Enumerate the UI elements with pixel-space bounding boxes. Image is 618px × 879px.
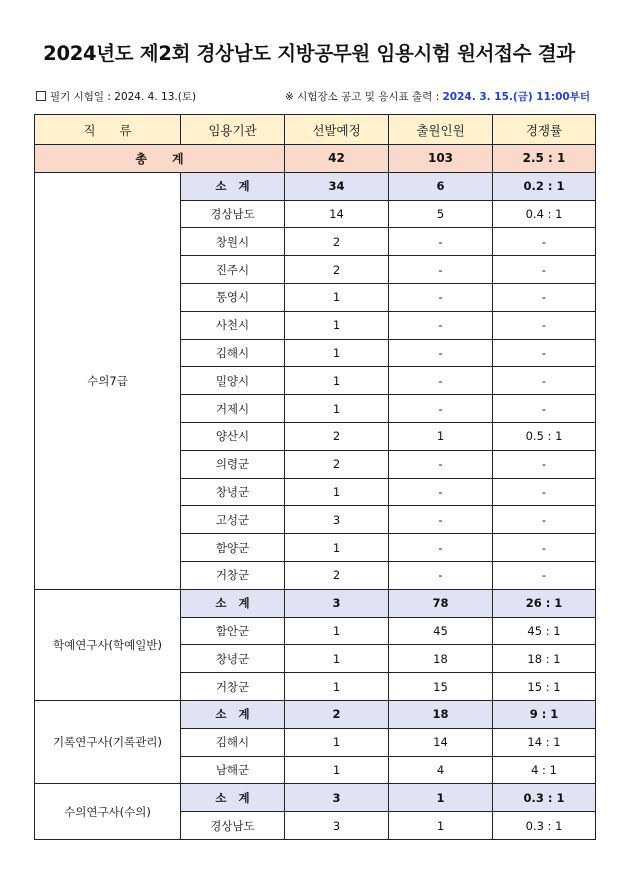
cell-agency: 진주시 bbox=[181, 256, 285, 284]
cell-applicants: - bbox=[389, 256, 493, 284]
notice-date: 2024. 3. 15.(금) 11:00부터 bbox=[442, 91, 590, 103]
cell-applicants: 4 bbox=[389, 756, 493, 784]
cell-ratio: - bbox=[493, 283, 596, 311]
cell-planned: 2 bbox=[285, 228, 389, 256]
header-applicants: 출원인원 bbox=[389, 115, 493, 145]
subtotal-planned: 3 bbox=[285, 589, 389, 617]
cell-planned: 2 bbox=[285, 256, 389, 284]
category-cell: 학예연구사(학예일반) bbox=[35, 589, 181, 700]
table-body bbox=[35, 145, 596, 840]
checkbox-square-icon bbox=[36, 91, 46, 101]
cell-ratio: - bbox=[493, 311, 596, 339]
cell-ratio: 14 : 1 bbox=[493, 728, 596, 756]
subtotal-ratio: 9 : 1 bbox=[493, 700, 596, 728]
header-ratio: 경쟁률 bbox=[493, 115, 596, 145]
cell-agency: 함안군 bbox=[181, 617, 285, 645]
cell-agency: 거창군 bbox=[181, 673, 285, 701]
subtotal-row bbox=[35, 172, 596, 200]
document-title: 2024년도 제2회 경상남도 지방공무원 임용시험 원서접수 결과 bbox=[43, 42, 575, 65]
cell-agency: 창녕군 bbox=[181, 478, 285, 506]
cell-agency: 거창군 bbox=[181, 561, 285, 589]
cell-agency: 통영시 bbox=[181, 283, 285, 311]
cell-applicants: 18 bbox=[389, 645, 493, 673]
cell-applicants: - bbox=[389, 450, 493, 478]
cell-planned: 2 bbox=[285, 450, 389, 478]
total-applicants: 103 bbox=[389, 145, 493, 173]
cell-ratio: 15 : 1 bbox=[493, 673, 596, 701]
cell-ratio: - bbox=[493, 367, 596, 395]
cell-planned: 3 bbox=[285, 506, 389, 534]
header-category: 직 류 bbox=[35, 115, 181, 145]
cell-agency: 김해시 bbox=[181, 339, 285, 367]
total-ratio: 2.5 : 1 bbox=[493, 145, 596, 173]
subtotal-label: 소 계 bbox=[181, 700, 285, 728]
cell-applicants: - bbox=[389, 228, 493, 256]
cell-agency: 함양군 bbox=[181, 534, 285, 562]
cell-ratio: - bbox=[493, 506, 596, 534]
header-row bbox=[35, 115, 596, 145]
cell-agency: 밀양시 bbox=[181, 367, 285, 395]
cell-planned: 1 bbox=[285, 756, 389, 784]
subtotal-row bbox=[35, 589, 596, 617]
subtotal-applicants: 78 bbox=[389, 589, 493, 617]
cell-ratio: - bbox=[493, 534, 596, 562]
cell-planned: 1 bbox=[285, 478, 389, 506]
category-cell: 기록연구사(기록관리) bbox=[35, 700, 181, 783]
cell-applicants: 1 bbox=[389, 422, 493, 450]
cell-applicants: - bbox=[389, 561, 493, 589]
cell-planned: 1 bbox=[285, 534, 389, 562]
subtotal-label: 소 계 bbox=[181, 784, 285, 812]
total-planned: 42 bbox=[285, 145, 389, 173]
subtotal-ratio: 0.2 : 1 bbox=[493, 172, 596, 200]
cell-applicants: 45 bbox=[389, 617, 493, 645]
header-planned: 선발예정 bbox=[285, 115, 389, 145]
cell-planned: 1 bbox=[285, 673, 389, 701]
cell-ratio: - bbox=[493, 228, 596, 256]
cell-applicants: - bbox=[389, 339, 493, 367]
cell-agency: 김해시 bbox=[181, 728, 285, 756]
subtotal-row bbox=[35, 700, 596, 728]
subtotal-ratio: 26 : 1 bbox=[493, 589, 596, 617]
subtotal-label: 소 계 bbox=[181, 172, 285, 200]
cell-applicants: - bbox=[389, 395, 493, 423]
notice-prefix: ※ 시험장소 공고 및 응시표 출력 : bbox=[285, 91, 443, 103]
exam-date-line bbox=[36, 89, 196, 104]
cell-ratio: - bbox=[493, 395, 596, 423]
cell-ratio: - bbox=[493, 561, 596, 589]
cell-agency: 남해군 bbox=[181, 756, 285, 784]
notice-line bbox=[285, 89, 590, 104]
cell-applicants: 14 bbox=[389, 728, 493, 756]
cell-applicants: - bbox=[389, 283, 493, 311]
header-agency: 임용기관 bbox=[181, 115, 285, 145]
cell-applicants: - bbox=[389, 506, 493, 534]
cell-agency: 사천시 bbox=[181, 311, 285, 339]
cell-ratio: 0.5 : 1 bbox=[493, 422, 596, 450]
cell-planned: 1 bbox=[285, 395, 389, 423]
cell-agency: 경상남도 bbox=[181, 200, 285, 228]
cell-agency: 고성군 bbox=[181, 506, 285, 534]
total-label: 총 계 bbox=[35, 145, 285, 173]
cell-applicants: - bbox=[389, 478, 493, 506]
cell-planned: 1 bbox=[285, 339, 389, 367]
subtotal-applicants: 18 bbox=[389, 700, 493, 728]
cell-planned: 2 bbox=[285, 561, 389, 589]
subtotal-planned: 2 bbox=[285, 700, 389, 728]
cell-applicants: 5 bbox=[389, 200, 493, 228]
cell-agency: 양산시 bbox=[181, 422, 285, 450]
cell-applicants: - bbox=[389, 311, 493, 339]
cell-applicants: 15 bbox=[389, 673, 493, 701]
cell-ratio: - bbox=[493, 256, 596, 284]
subtotal-applicants: 6 bbox=[389, 172, 493, 200]
cell-planned: 14 bbox=[285, 200, 389, 228]
cell-ratio: - bbox=[493, 450, 596, 478]
subtotal-planned: 34 bbox=[285, 172, 389, 200]
cell-planned: 1 bbox=[285, 645, 389, 673]
cell-planned: 2 bbox=[285, 422, 389, 450]
cell-applicants: - bbox=[389, 534, 493, 562]
subtotal-planned: 3 bbox=[285, 784, 389, 812]
cell-ratio: 0.3 : 1 bbox=[493, 812, 596, 840]
total-row bbox=[35, 145, 596, 173]
cell-planned: 1 bbox=[285, 367, 389, 395]
cell-ratio: 45 : 1 bbox=[493, 617, 596, 645]
cell-ratio: - bbox=[493, 478, 596, 506]
subtotal-label: 소 계 bbox=[181, 589, 285, 617]
exam-date: 필기 시험일 : 2024. 4. 13.(토) bbox=[50, 91, 197, 103]
subtotal-row bbox=[35, 784, 596, 812]
cell-ratio: 18 : 1 bbox=[493, 645, 596, 673]
cell-ratio: 0.4 : 1 bbox=[493, 200, 596, 228]
cell-agency: 창녕군 bbox=[181, 645, 285, 673]
subtotal-ratio: 0.3 : 1 bbox=[493, 784, 596, 812]
cell-ratio: 4 : 1 bbox=[493, 756, 596, 784]
cell-agency: 거제시 bbox=[181, 395, 285, 423]
cell-planned: 1 bbox=[285, 617, 389, 645]
cell-agency: 의령군 bbox=[181, 450, 285, 478]
cell-agency: 창원시 bbox=[181, 228, 285, 256]
cell-applicants: 1 bbox=[389, 812, 493, 840]
cell-planned: 3 bbox=[285, 812, 389, 840]
category-cell: 수의7급 bbox=[35, 172, 181, 589]
cell-planned: 1 bbox=[285, 283, 389, 311]
cell-applicants: - bbox=[389, 367, 493, 395]
subtotal-applicants: 1 bbox=[389, 784, 493, 812]
cell-planned: 1 bbox=[285, 728, 389, 756]
cell-agency: 경상남도 bbox=[181, 812, 285, 840]
cell-ratio: - bbox=[493, 339, 596, 367]
results-table bbox=[34, 114, 596, 840]
category-cell: 수의연구사(수의) bbox=[35, 784, 181, 840]
cell-planned: 1 bbox=[285, 311, 389, 339]
